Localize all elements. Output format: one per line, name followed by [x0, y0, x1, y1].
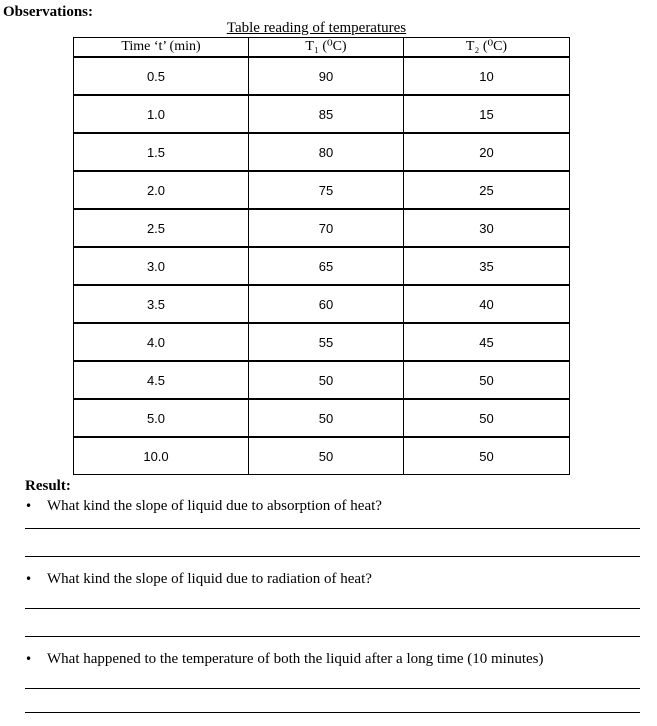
- t2-cell: 25: [404, 171, 570, 209]
- table-row: [74, 285, 570, 323]
- question-item: [25, 571, 372, 588]
- time-cell: 5.0: [74, 399, 249, 437]
- bullet-icon: •: [25, 572, 33, 586]
- observations-heading: Observations:: [3, 4, 93, 20]
- result-label: Result:: [25, 478, 71, 494]
- t2-cell: 35: [404, 247, 570, 285]
- time-cell: 4.0: [74, 323, 249, 361]
- table-row: [74, 95, 570, 133]
- t2-cell: 50: [404, 437, 570, 475]
- t2-cell: 30: [404, 209, 570, 247]
- t2-cell: 15: [404, 95, 570, 133]
- t1-cell: 50: [249, 361, 404, 399]
- t2-cell: 45: [404, 323, 570, 361]
- answer-line: [25, 528, 640, 529]
- answer-line: [25, 608, 640, 609]
- question-item: [25, 651, 544, 668]
- column-header-t2: T₂ (⁰C): [404, 38, 570, 58]
- t2-cell: 50: [404, 361, 570, 399]
- time-cell: 0.5: [74, 57, 249, 95]
- t2-cell: 20: [404, 133, 570, 171]
- t2-cell: 40: [404, 285, 570, 323]
- t1-cell: 55: [249, 323, 404, 361]
- time-cell: 10.0: [74, 437, 249, 475]
- t1-cell: 60: [249, 285, 404, 323]
- table-header-row: [74, 38, 570, 58]
- t1-cell: 50: [249, 399, 404, 437]
- temperature-table: [73, 37, 570, 475]
- answer-line: [25, 556, 640, 557]
- time-cell: 4.5: [74, 361, 249, 399]
- bullet-icon: •: [25, 499, 33, 513]
- answer-line: [25, 712, 640, 713]
- answer-line: [25, 688, 640, 689]
- table-row: [74, 323, 570, 361]
- t1-cell: 90: [249, 57, 404, 95]
- table-row: [74, 399, 570, 437]
- bullet-icon: •: [25, 652, 33, 666]
- table-row: [74, 361, 570, 399]
- time-cell: 2.5: [74, 209, 249, 247]
- column-header-time: Time ‘t’ (min): [74, 38, 249, 58]
- time-cell: 1.0: [74, 95, 249, 133]
- t2-cell: 50: [404, 399, 570, 437]
- time-cell: 1.5: [74, 133, 249, 171]
- table-row: [74, 171, 570, 209]
- table-row: [74, 57, 570, 95]
- column-header-t1: T₁ (⁰C): [249, 38, 404, 58]
- table-row: [74, 133, 570, 171]
- question-text: What happened to the temperature of both the liquid after a long time (10 minutes): [47, 651, 544, 667]
- table-row: [74, 209, 570, 247]
- time-cell: 2.0: [74, 171, 249, 209]
- question-text: What kind the slope of liquid due to absorption of heat?: [47, 498, 382, 514]
- answer-line: [25, 636, 640, 637]
- question-item: [25, 498, 382, 515]
- t2-cell: 10: [404, 57, 570, 95]
- t1-cell: 50: [249, 437, 404, 475]
- t1-cell: 65: [249, 247, 404, 285]
- t1-cell: 70: [249, 209, 404, 247]
- table-caption: Table reading of temperatures: [226, 20, 407, 36]
- t1-cell: 75: [249, 171, 404, 209]
- time-cell: 3.5: [74, 285, 249, 323]
- t1-cell: 85: [249, 95, 404, 133]
- question-text: What kind the slope of liquid due to radiation of heat?: [47, 571, 372, 587]
- time-cell: 3.0: [74, 247, 249, 285]
- table-row: [74, 247, 570, 285]
- table-row: [74, 437, 570, 475]
- t1-cell: 80: [249, 133, 404, 171]
